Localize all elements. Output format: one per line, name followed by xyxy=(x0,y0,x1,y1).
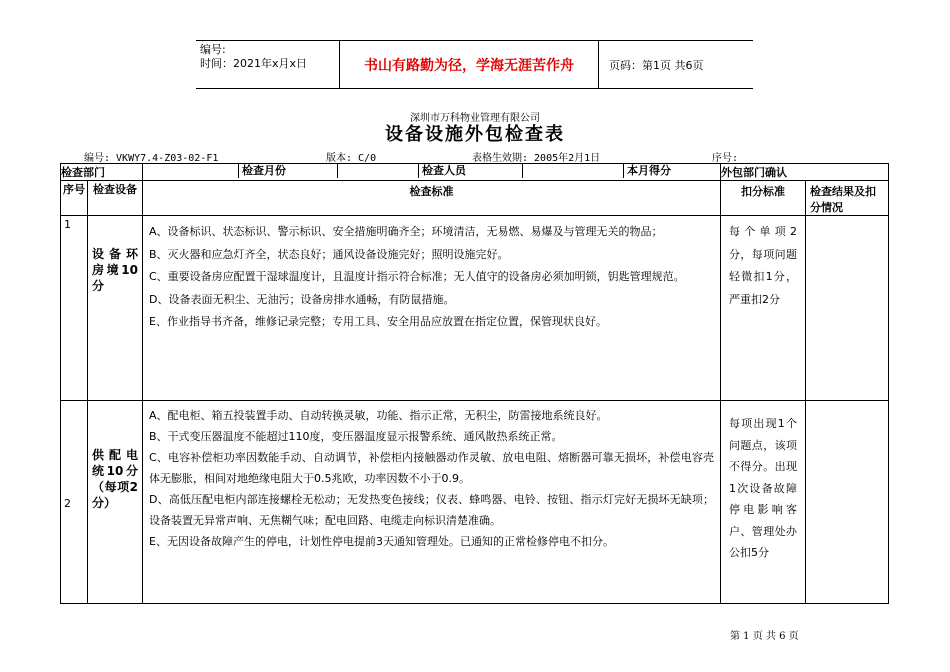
standard-item: E、无因设备故障产生的停电，计划性停电提前3天通知管理处。已通知的正常检修停电不扣分。 xyxy=(149,535,614,548)
document-header xyxy=(196,40,753,89)
row-category: 设备环房境10分 xyxy=(88,216,143,401)
standard-item: E、作业指导书齐备，维修记录完整；专用工具、安全用品应放置在指定位置，保管现状良好。 xyxy=(149,315,607,328)
info-row xyxy=(61,164,889,181)
page-title: 设备设施外包检查表 xyxy=(385,124,565,145)
standard-item: C、重要设备房应配置干湿球温度计，且温度计指示符合标准；无人值守的设备房必须加明锁，钥匙管理规范。 xyxy=(149,270,685,283)
row-deduct: 每个单项2分，每项问题轻微扣1分，严重扣2分 xyxy=(721,216,806,401)
table-row xyxy=(61,401,889,604)
row-result-cell[interactable] xyxy=(806,216,889,401)
dept-value[interactable] xyxy=(143,164,239,178)
header-page-number: 页码：第1页 共6页 xyxy=(609,58,704,72)
column-header-row xyxy=(61,181,889,216)
month-label: 检查月份 xyxy=(239,164,338,178)
standard-item: B、灭火器和应急灯齐全，状态良好；通风设备设施完好；照明设施完好。 xyxy=(149,247,509,261)
standard-item: A、设备标识、状态标识、警示标识、安全措施明确齐全；环境清洁，无易燃、易爆及与管理无关的物品； xyxy=(149,225,663,238)
standard-item: D、设备表面无积尘、无油污；设备房排水通畅，有防鼠措施。 xyxy=(149,292,455,306)
row-result-cell[interactable] xyxy=(806,401,889,604)
col-standard: 检查标准 xyxy=(143,181,721,216)
header-motto: 书山有路勤为径，学海无涯苦作舟 xyxy=(340,41,599,88)
inspection-table xyxy=(60,163,889,604)
col-item: 检查设备 xyxy=(88,181,143,216)
row-deduct: 每项出现1个问题点，该项不得分。出现1次设备故障停电影响客户、管理处办公扣5分 xyxy=(721,401,806,604)
form-serial: 序号: xyxy=(712,153,739,164)
score-label: 本月得分 xyxy=(627,164,671,177)
header-number-label: 编号: xyxy=(200,43,226,56)
standard-item: B、干式变压器温度不能超过110度，变压器温度显示报警系统、通风散热系统正常。 xyxy=(149,430,563,443)
standard-item: D、高低压配电柜内部连接螺栓无松动；无发热变色接线；仪表、蜂鸣器、电铃、按钮、指示灯完好无损坏无缺项；设备装置无异常声响、无焦糊气味；配电回路、电缆走向标识清楚准确。 xyxy=(149,493,714,527)
standard-item: C、电容补偿柜功率因数能手动、自动调节，补偿柜内接触器动作灵敏、放电电阻、熔断器可靠无损坏，补偿电容壳体无膨胀，相间对地绝缘电阻大于0.5兆欧，功率因数不小于0.9。 xyxy=(149,451,714,485)
row-seq: 2 xyxy=(61,401,88,604)
row-seq: 1 xyxy=(61,216,88,401)
confirm-label: 外包部门确认 xyxy=(721,164,889,181)
col-deduct: 扣分标准 xyxy=(721,181,806,216)
standard-item: A、配电柜、箱五投装置手动、自动转换灵敏，功能、指示正常，无积尘，防雷接地系统良好。 xyxy=(149,409,608,422)
col-seq: 序号 xyxy=(61,181,88,216)
inspector-label: 检查人员 xyxy=(419,164,523,178)
col-result: 检查结果及扣分情况 xyxy=(806,181,889,216)
header-time: 时间：2021年x月x日 xyxy=(200,57,308,70)
header-meta xyxy=(196,41,340,88)
inspector-value[interactable] xyxy=(523,164,624,178)
row-standards xyxy=(143,216,721,401)
row-category: 供配电统10分（每项2分） xyxy=(88,401,143,604)
form-version: 版本: C/0 xyxy=(326,153,377,164)
form-effective-date: 表格生效期: 2005年2月1日 xyxy=(472,153,601,164)
form-code: 编号: VKWY7.4-Z03-02-F1 xyxy=(84,153,219,164)
table-row xyxy=(61,216,889,401)
page-footer: 第 1 页 共 6 页 xyxy=(730,631,799,642)
row-standards xyxy=(143,401,721,604)
company-name: 深圳市万科物业管理有限公司 xyxy=(410,113,540,124)
dept-label: 检查部门 xyxy=(61,164,143,181)
month-value[interactable] xyxy=(338,164,419,178)
